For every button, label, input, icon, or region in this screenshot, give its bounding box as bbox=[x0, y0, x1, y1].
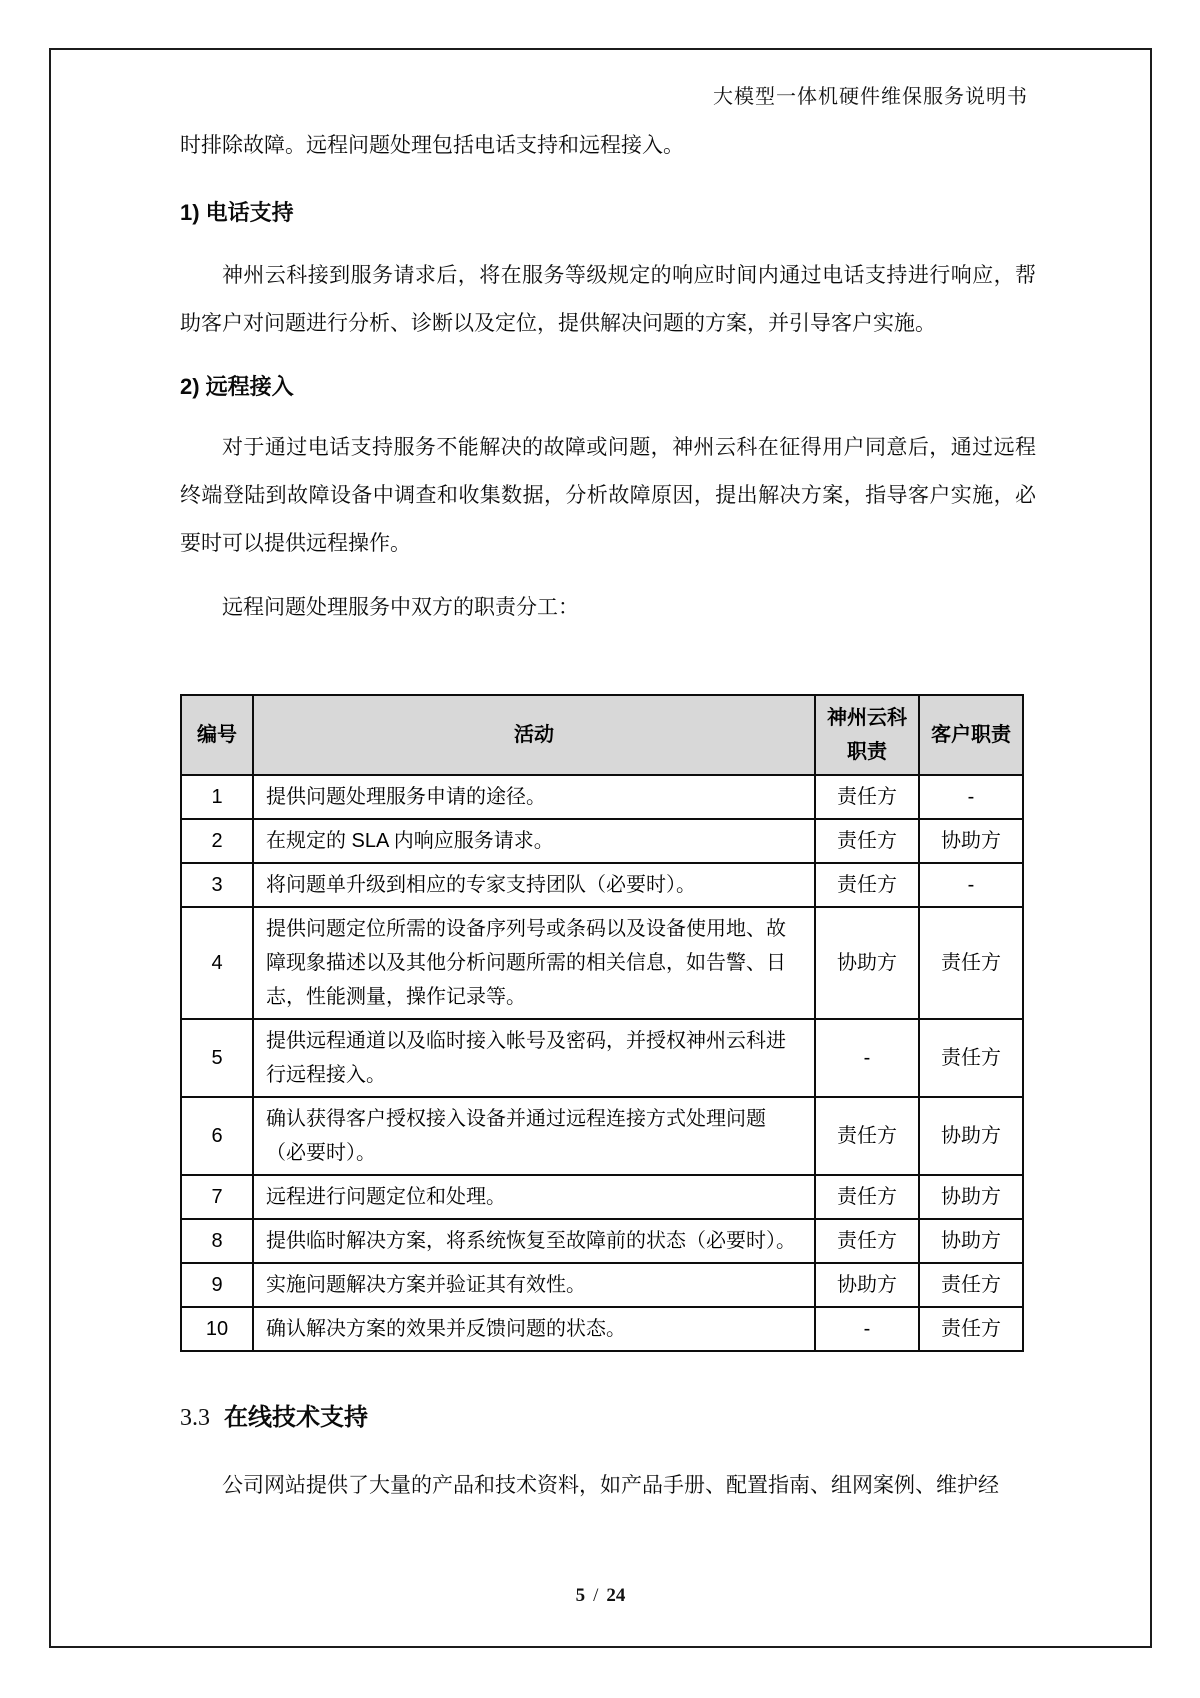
table-row bbox=[181, 907, 1023, 1019]
paragraph-online-support: 公司网站提供了大量的产品和技术资料，如产品手册、配置指南、组网案例、维护经 bbox=[222, 1474, 999, 1497]
customer-role-cell: - bbox=[919, 863, 1023, 907]
vendor-role-cell: 协助方 bbox=[815, 907, 919, 1019]
document-title-header: 大模型一体机硬件维保服务说明书 bbox=[713, 86, 1028, 108]
vendor-role-cell: - bbox=[815, 1307, 919, 1351]
heading-phone-support: 1) 电话支持 bbox=[180, 200, 294, 225]
customer-role-cell: 协助方 bbox=[919, 1097, 1023, 1175]
vendor-role-cell: 责任方 bbox=[815, 1097, 919, 1175]
column-header: 编号 bbox=[181, 695, 253, 775]
activity-cell: 远程进行问题定位和处理。 bbox=[253, 1175, 815, 1219]
row-number-cell: 8 bbox=[181, 1219, 253, 1263]
table-row bbox=[181, 1219, 1023, 1263]
row-number-cell: 5 bbox=[181, 1019, 253, 1097]
activity-cell: 提供远程通道以及临时接入帐号及密码，并授权神州云科进行远程接入。 bbox=[253, 1019, 815, 1097]
table-row bbox=[181, 1307, 1023, 1351]
customer-role-cell: 责任方 bbox=[919, 1307, 1023, 1351]
vendor-role-cell: 责任方 bbox=[815, 863, 919, 907]
page-footer bbox=[49, 1585, 1152, 1607]
row-number-cell: 2 bbox=[181, 819, 253, 863]
table-row bbox=[181, 1019, 1023, 1097]
row-number-cell: 9 bbox=[181, 1263, 253, 1307]
customer-role-cell: - bbox=[919, 775, 1023, 819]
customer-role-cell: 协助方 bbox=[919, 819, 1023, 863]
customer-role-cell: 责任方 bbox=[919, 1263, 1023, 1307]
row-number-cell: 10 bbox=[181, 1307, 253, 1351]
vendor-role-cell: 责任方 bbox=[815, 775, 919, 819]
row-number-cell: 7 bbox=[181, 1175, 253, 1219]
table-caption: 远程问题处理服务中双方的职责分工： bbox=[222, 596, 579, 619]
row-number-cell: 6 bbox=[181, 1097, 253, 1175]
customer-role-cell: 责任方 bbox=[919, 907, 1023, 1019]
activity-cell: 提供临时解决方案，将系统恢复至故障前的状态（必要时）。 bbox=[253, 1219, 815, 1263]
vendor-role-cell: 责任方 bbox=[815, 1175, 919, 1219]
column-header: 客户职责 bbox=[919, 695, 1023, 775]
table-row bbox=[181, 1175, 1023, 1219]
paragraph-continuation: 时排除故障。远程问题处理包括电话支持和远程接入。 bbox=[180, 134, 684, 157]
customer-role-cell: 协助方 bbox=[919, 1219, 1023, 1263]
heading-remote-access: 2) 远程接入 bbox=[180, 374, 294, 399]
row-number-cell: 1 bbox=[181, 775, 253, 819]
page-number-current: 5 bbox=[575, 1585, 586, 1606]
vendor-role-cell: 责任方 bbox=[815, 1219, 919, 1263]
paragraph-remote-access: 对于通过电话支持服务不能解决的故障或问题，神州云科在征得用户同意后，通过远程终端登陆到故障设备中调查和收集数据，分析故障原因，提出解决方案，指导客户实施，必要时可以提供远程操作。 bbox=[180, 436, 1036, 555]
activity-cell: 确认获得客户授权接入设备并通过远程连接方式处理问题（必要时）。 bbox=[253, 1097, 815, 1175]
column-header: 活动 bbox=[253, 695, 815, 775]
table-body bbox=[181, 775, 1023, 1351]
activity-cell: 确认解决方案的效果并反馈问题的状态。 bbox=[253, 1307, 815, 1351]
table-row bbox=[181, 863, 1023, 907]
section-title: 在线技术支持 bbox=[224, 1404, 368, 1431]
vendor-role-cell: 协助方 bbox=[815, 1263, 919, 1307]
activity-cell: 提供问题处理服务申请的途径。 bbox=[253, 775, 815, 819]
table-header-row bbox=[181, 695, 1023, 775]
customer-role-cell: 责任方 bbox=[919, 1019, 1023, 1097]
responsibility-table bbox=[180, 694, 1024, 1352]
section-heading-online-support bbox=[180, 1400, 368, 1439]
activity-cell: 提供问题定位所需的设备序列号或条码以及设备使用地、故障现象描述以及其他分析问题所需的相关信息，如告警、日志，性能测量，操作记录等。 bbox=[253, 907, 815, 1019]
section-number: 3.3 bbox=[180, 1405, 210, 1431]
customer-role-cell: 协助方 bbox=[919, 1175, 1023, 1219]
activity-cell: 实施问题解决方案并验证其有效性。 bbox=[253, 1263, 815, 1307]
column-header: 神州云科职责 bbox=[815, 695, 919, 775]
page-number-total: 24 bbox=[606, 1585, 626, 1606]
activity-cell: 在规定的 SLA 内响应服务请求。 bbox=[253, 819, 815, 863]
row-number-cell: 4 bbox=[181, 907, 253, 1019]
paragraph-phone-support: 神州云科接到服务请求后，将在服务等级规定的响应时间内通过电话支持进行响应，帮助客户对问题进行分析、诊断以及定位，提供解决问题的方案，并引导客户实施。 bbox=[180, 264, 1036, 335]
vendor-role-cell: - bbox=[815, 1019, 919, 1097]
row-number-cell: 3 bbox=[181, 863, 253, 907]
activity-cell: 将问题单升级到相应的专家支持团队（必要时）。 bbox=[253, 863, 815, 907]
table-row bbox=[181, 775, 1023, 819]
table-row bbox=[181, 819, 1023, 863]
table-row bbox=[181, 1263, 1023, 1307]
page-number-separator: / bbox=[593, 1585, 599, 1606]
vendor-role-cell: 责任方 bbox=[815, 819, 919, 863]
table-row bbox=[181, 1097, 1023, 1175]
